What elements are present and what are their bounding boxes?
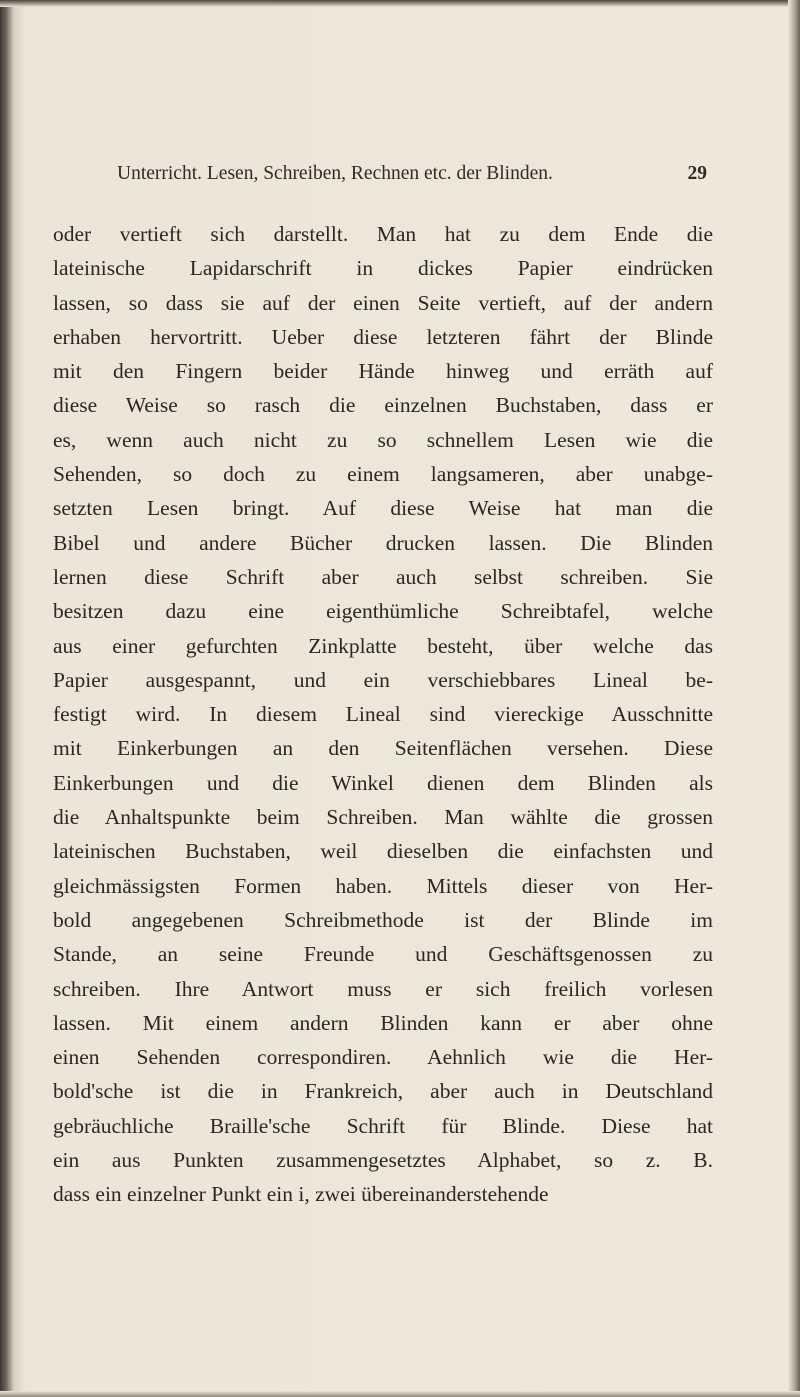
text-line: Sehenden, so doch zu einem langsameren, aber unabge- xyxy=(53,462,713,487)
page-bottom-edge xyxy=(0,1391,800,1397)
text-line: mit Einkerbungen an den Seitenflächen versehen. Diese xyxy=(53,736,713,761)
text-line: setzten Lesen bringt. Auf diese Weise hat man die xyxy=(53,496,713,521)
text-line: Stande, an seine Freunde und Geschäftsgenossen zu xyxy=(53,942,713,967)
text-line: die Anhaltspunkte beim Schreiben. Man wählte die grossen xyxy=(53,805,713,830)
text-line: ein aus Punkten zusammengesetztes Alphabet, so z. B. xyxy=(53,1148,713,1173)
body-text xyxy=(53,217,713,1212)
text-line: dass ein einzelner Punkt ein i, zwei übereinanderstehende xyxy=(53,1182,549,1207)
running-head-title: Unterricht. Lesen, Schreiben, Rechnen etc. der Blinden. xyxy=(117,163,553,184)
text-line: diese Weise so rasch die einzelnen Buchstaben, dass er xyxy=(53,393,713,418)
text-line: gebräuchliche Braille'sche Schrift für Blinde. Diese hat xyxy=(53,1113,713,1138)
text-line: Bibel und andere Bücher drucken lassen. Die Blinden xyxy=(53,530,713,555)
text-line: bold angegebenen Schreibmethode ist der Blinde im xyxy=(53,907,713,932)
text-line: aus einer gefurchten Zinkplatte besteht, über welche das xyxy=(53,633,713,658)
page-top-edge xyxy=(0,0,800,7)
text-line: bold'sche ist die in Frankreich, aber auch in Deutschland xyxy=(53,1079,713,1104)
text-line: gleichmässigsten Formen haben. Mittels dieser von Her- xyxy=(53,873,713,898)
text-line: lassen. Mit einem andern Blinden kann er aber ohne xyxy=(53,1010,713,1035)
text-line: lateinischen Buchstaben, weil dieselben die einfachsten und xyxy=(53,839,713,864)
page-right-edge xyxy=(788,0,800,1397)
text-line: oder vertieft sich darstellt. Man hat zu dem Ende die xyxy=(53,222,713,246)
text-line: erhaben hervortritt. Ueber diese letzteren fährt der Blinde xyxy=(53,324,713,349)
text-line: es, wenn auch nicht zu so schnellem Lesen wie die xyxy=(53,427,713,452)
page-number: 29 xyxy=(687,163,707,184)
text-line: lateinische Lapidarschrift in dickes Papier eindrücken xyxy=(53,256,713,281)
text-line: einen Sehenden correspondiren. Aehnlich wie die Her- xyxy=(53,1045,713,1070)
text-line: mit den Fingern beider Hände hinweg und erräth auf xyxy=(53,359,713,384)
text-line: festigt wird. In diesem Lineal sind viereckige Ausschnitte xyxy=(53,702,713,727)
text-line: schreiben. Ihre Antwort muss er sich freilich vorlesen xyxy=(53,976,713,1001)
text-line: Papier ausgespannt, und ein verschiebbares Lineal be- xyxy=(53,667,713,692)
text-line: besitzen dazu eine eigenthümliche Schreibtafel, welche xyxy=(53,599,713,624)
running-head xyxy=(117,158,707,190)
text-line: lassen, so dass sie auf der einen Seite vertieft, auf der andern xyxy=(53,290,713,315)
text-line: lernen diese Schrift aber auch selbst schreiben. Sie xyxy=(53,564,713,589)
text-line: Einkerbungen und die Winkel dienen dem Blinden als xyxy=(53,770,713,795)
